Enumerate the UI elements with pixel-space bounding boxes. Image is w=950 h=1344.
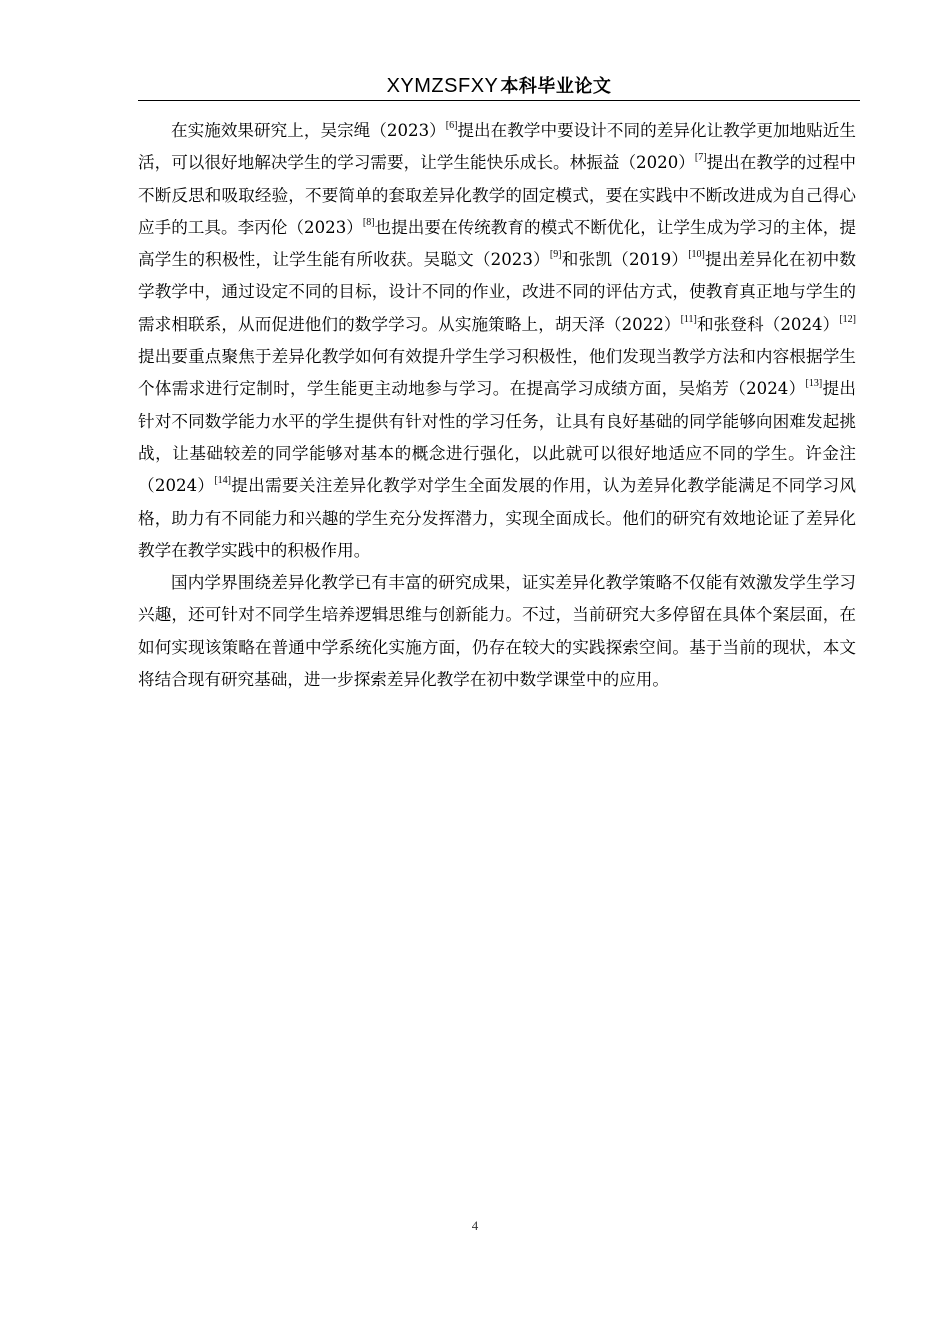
text-segment: 也提出要在传统教育的模式不断优化，让学生成为学习的主体，提高学生的积极性，让学生能有所收获。吴聪文（2023） [138, 217, 857, 270]
text-segment: 提出需要关注差异化教学对学生全面发展的作用，认为差异化教学能满足不同学习风格，助力有不同能力和兴趣的学生充分发挥潜力，实现全面成长。他们的研究有效地论证了差异化教学在教学实践中的积极作用。 [138, 476, 856, 560]
text-segment: 提出在教学中要设计不同的差异化让教学更加地贴近生活，可以很好地解决学生的学习需要，让学生能快乐成长。林振益（2020） [138, 121, 856, 173]
page-header [138, 70, 860, 101]
text-segment: 和张登科（2024） [696, 314, 840, 334]
citation-ref: [7] [694, 152, 707, 164]
text-segment: 提出在教学的过程中不断反思和吸取经验，不要简单的套取差异化教学的固定模式，要在实践中不断改进成为自己得心应手的工具。李丙伦（2023） [138, 153, 856, 237]
citation-ref: [13] [805, 378, 823, 390]
citation-ref: [14] [214, 475, 231, 487]
text-segment: 提出要重点聚焦于差异化教学如何有效提升学生学习积极性，他们发现当教学方法和内容根据学生个体需求进行定制时，学生能更主动地参与学习。在提高学习成绩方面，吴焰芳（2024） [138, 347, 856, 399]
body-text [138, 115, 856, 696]
citation-ref: [9] [549, 249, 562, 261]
citation-ref: [8] [362, 216, 375, 228]
paragraph-1 [138, 115, 856, 567]
citation-ref: [10] [688, 249, 705, 261]
citation-ref: [12] [839, 313, 856, 325]
text-segment: 和张凯（2019） [561, 250, 689, 270]
paragraph-2 [138, 567, 856, 696]
citation-ref: [6] [445, 120, 458, 131]
text-segment: 在实施效果研究上，吴宗绳（2023） [171, 121, 446, 140]
text-segment: 提出差异化在初中数学教学中，通过设定不同的目标，设计不同的作业，改进不同的评估方式，使教育真正地与学生的需求相联系，从而促进他们的数学学习。从实施策略上，胡天泽（2022） [138, 250, 857, 334]
text-segment: 提出针对不同数学能力水平的学生提供有针对性的学习任务，让具有良好基础的同学能够向困难发起挑战，让基础较差的同学能够对基本的概念进行强化，以此就可以很好地适应不同的学生。许金注（2024） [138, 379, 857, 496]
header-text [387, 70, 612, 102]
header-title: 本科毕业论文 [500, 76, 612, 97]
text-segment: 国内学界围绕差异化教学已有丰富的研究成果，证实差异化教学策略不仅能有效激发学生学习兴趣，还可针对不同学生培养逻辑思维与创新能力。不过，当前研究大多停留在具体个案层面，在如何实现该策略在普通中学系统化实施方面，仍存在较大的实践探索空间。基于当前的现状，本文将结合现有研究基础，进一步探索差异化教学在初中数学课堂中的应用。 [138, 573, 856, 690]
citation-ref: [11] [680, 313, 697, 325]
header-code: XYMZSFXY [386, 75, 499, 97]
page-number: 4 [471, 1218, 479, 1233]
